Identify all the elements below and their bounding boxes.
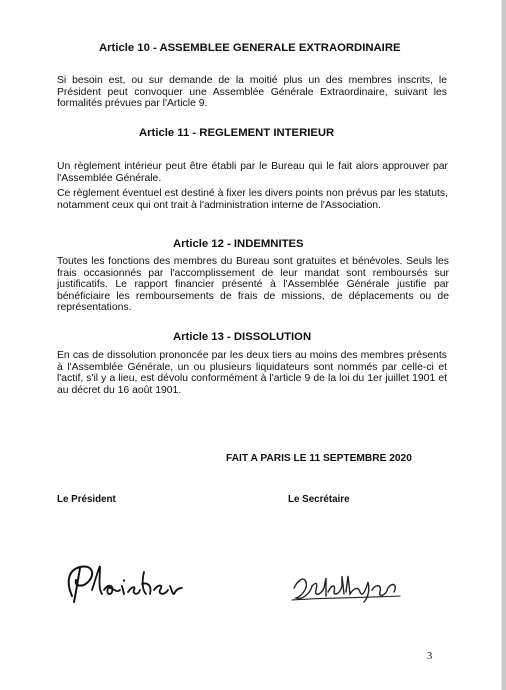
article-12-title: Article 12 - INDEMNITES	[173, 238, 304, 250]
article-10-title: Article 10 - ASSEMBLEE GENERALE EXTRAORDINAIRE	[99, 42, 401, 54]
article-10-paragraph: Si besoin est, ou sur demande de la moitié plus un des membres inscrits, le Président peut convoquer une Assemblée Générale Extraordinaire, suivant les formalités prévues par l'Article 9.	[57, 75, 447, 110]
article-11-paragraph-2: Ce règlement éventuel est destiné à fixer les divers points non prévus par les statuts, notamment ceux qui ont trait à l'administration interne de l'Association.	[57, 188, 449, 211]
president-signature	[58, 560, 188, 608]
article-13-paragraph: En cas de dissolution prononcée par les deux tiers au moins des membres présents à l'Assemblée Générale, un ou plusieurs liquidateurs sont nommés par celle-ci et l'actif, s'il y a lieu, est dévolu conformément à l'article 9 de la loi du 1er juillet 1901 et au décret du 16 août 1901.	[57, 350, 447, 396]
article-11-title: Article 11 - REGLEMENT INTERIEUR	[139, 127, 335, 139]
secretary-label: Le Secrétaire	[288, 494, 350, 505]
article-11-paragraph-1: Un règlement intérieur peut être établi par le Bureau qui le fait alors approuver par l'Assemblée Générale.	[57, 161, 448, 184]
closing-statement: FAIT A PARIS LE 11 SEPTEMBRE 2020	[226, 453, 412, 464]
president-label: Le Président	[57, 494, 116, 505]
page-number: 3	[427, 651, 433, 662]
article-13-title: Article 13 - DISSOLUTION	[173, 331, 312, 343]
page-edge	[502, 0, 506, 690]
article-12-paragraph: Toutes les fonctions des membres du Bureau sont gratuites et bénévoles. Seuls les frais occasionnés par l'accomplissement de leur mandat sont remboursés sur justificatifs. Le rapport financier présenté à l'Assemblée Générale justifie par bénéficiaire les remboursements de frais de missions, de déplacements ou de représentations.	[57, 256, 449, 314]
secretary-signature	[288, 570, 408, 606]
